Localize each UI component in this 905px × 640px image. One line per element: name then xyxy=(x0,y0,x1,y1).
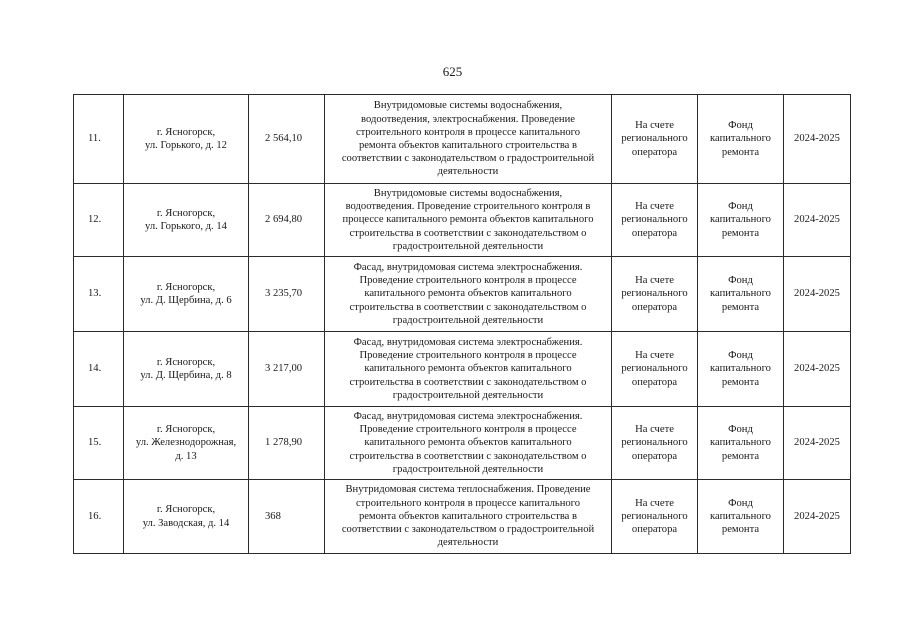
area-cell: 2 564,10 xyxy=(249,95,325,184)
period-cell: 2024-2025 xyxy=(784,407,851,480)
account-cell: На счете регионального оператора xyxy=(612,95,698,184)
area-cell: 3 235,70 xyxy=(249,257,325,332)
area-cell: 1 278,90 xyxy=(249,407,325,480)
area-cell: 2 694,80 xyxy=(249,184,325,257)
area-cell: 3 217,00 xyxy=(249,332,325,407)
table-body xyxy=(74,95,851,554)
row-number: 14. xyxy=(74,332,124,407)
row-number: 13. xyxy=(74,257,124,332)
table-row xyxy=(74,480,851,554)
row-number: 16. xyxy=(74,480,124,554)
row-number: 11. xyxy=(74,95,124,184)
works-cell: Фасад, внутридомовая система электроснабжения. Проведение строительного контроля в процессе капитального ремонта объектов капитального строительства в соответствии с законодательством о градостроительной деятельности xyxy=(325,332,612,407)
table-row xyxy=(74,184,851,257)
funding-source-cell: Фонд капитального ремонта xyxy=(698,407,784,480)
address-cell: г. Ясногорск, ул. Горького, д. 14 xyxy=(124,184,249,257)
table-row xyxy=(74,332,851,407)
account-cell: На счете регионального оператора xyxy=(612,480,698,554)
table-row xyxy=(74,95,851,184)
funding-source-cell: Фонд капитального ремонта xyxy=(698,257,784,332)
funding-source-cell: Фонд капитального ремонта xyxy=(698,332,784,407)
account-cell: На счете регионального оператора xyxy=(612,332,698,407)
address-cell: г. Ясногорск, ул. Железнодорожная, д. 13 xyxy=(124,407,249,480)
account-cell: На счете регионального оператора xyxy=(612,407,698,480)
period-cell: 2024-2025 xyxy=(784,480,851,554)
funding-source-cell: Фонд капитального ремонта xyxy=(698,184,784,257)
period-cell: 2024-2025 xyxy=(784,257,851,332)
works-cell: Внутридомовые системы водоснабжения, водоотведения, электроснабжения. Проведение строительного контроля в процессе капитального ремонта объектов капитального строительства в соответствии с законодательством о градостроительной деятельности xyxy=(325,95,612,184)
row-number: 12. xyxy=(74,184,124,257)
page-number: 625 xyxy=(442,64,463,79)
funding-source-cell: Фонд капитального ремонта xyxy=(698,480,784,554)
address-cell: г. Ясногорск, ул. Д. Щербина, д. 8 xyxy=(124,332,249,407)
address-cell: г. Ясногорск, ул. Горького, д. 12 xyxy=(124,95,249,184)
area-cell: 368 xyxy=(249,480,325,554)
period-cell: 2024-2025 xyxy=(784,95,851,184)
works-cell: Фасад, внутридомовая система электроснабжения. Проведение строительного контроля в процессе капитального ремонта объектов капитального строительства в соответствии с законодательством о градостроительной деятельности xyxy=(325,257,612,332)
works-cell: Внутридомовые системы водоснабжения, водоотведения. Проведение строительного контроля в процессе капитального ремонта объектов капитального строительства в соответствии с законодательством о градостроительной деятельности xyxy=(325,184,612,257)
table-row xyxy=(74,407,851,480)
capital-repair-table xyxy=(73,94,851,554)
period-cell: 2024-2025 xyxy=(784,184,851,257)
works-cell: Внутридомовая система теплоснабжения. Проведение строительного контроля в процессе капитального ремонта объектов капитального строительства в соответствии с законодательством о градостроительной деятельности xyxy=(325,480,612,554)
works-cell: Фасад, внутридомовая система электроснабжения. Проведение строительного контроля в процессе капитального ремонта объектов капитального строительства в соответствии с законодательством о градостроительной деятельности xyxy=(325,407,612,480)
address-cell: г. Ясногорск, ул. Д. Щербина, д. 6 xyxy=(124,257,249,332)
funding-source-cell: Фонд капитального ремонта xyxy=(698,95,784,184)
address-cell: г. Ясногорск, ул. Заводская, д. 14 xyxy=(124,480,249,554)
period-cell: 2024-2025 xyxy=(784,332,851,407)
row-number: 15. xyxy=(74,407,124,480)
account-cell: На счете регионального оператора xyxy=(612,257,698,332)
table-row xyxy=(74,257,851,332)
account-cell: На счете регионального оператора xyxy=(612,184,698,257)
